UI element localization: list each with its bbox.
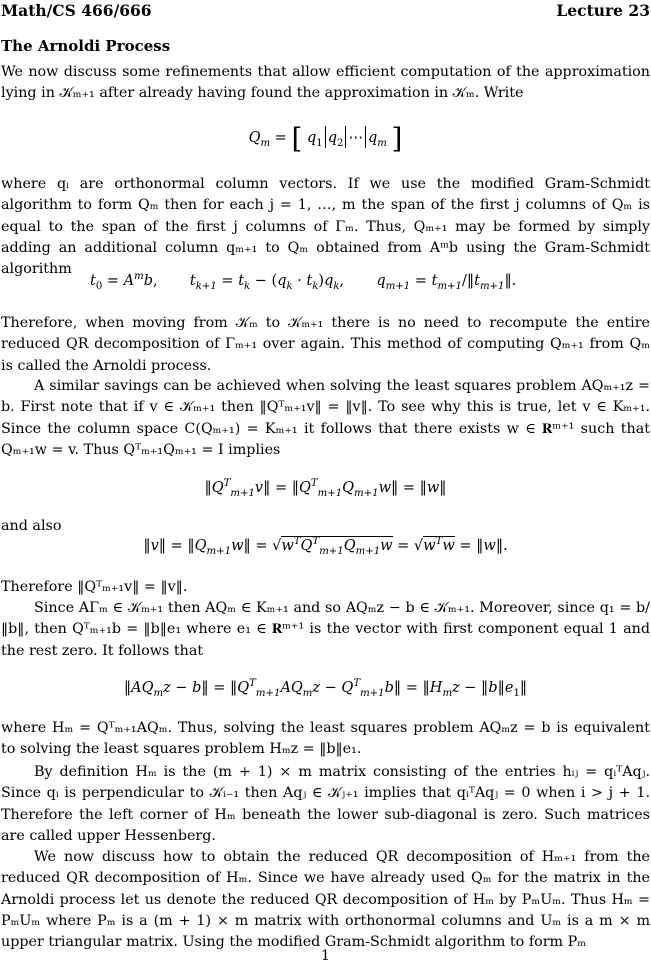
- equation-qm: $Q_m$ = [ $q_1$ $q_2$ ⋯ $q_m$ ]: [248, 122, 403, 155]
- paragraph-7: where Hₘ = Qᵀₘ₊₁AQₘ. Thus, solving the least squares problem AQₘz = b is equivalent to solving the least squares problem Hₘz = ‖b‖e₁.: [1, 720, 650, 758]
- paragraph-9: We now discuss how to obtain the reduced QR decomposition of Hₘ₊₁ from the reduced QR decomposition of Hₘ. Since we have already used Qₘ for the matrix in the Arnoldi process let us denote the reduced QR decomposition of Hₘ by PₘUₘ. Thus Hₘ = PₘUₘ where Pₘ is a (m + 1) × m matrix with orthonormal columns and Uₘ is a m × m upper triangular matrix. Using the modified Gram-Schmidt algorithm to form Pₘ: [1, 849, 650, 951]
- paragraph-5: Therefore ‖Qᵀₘ₊₁v‖ = ‖v‖.: [1, 579, 188, 595]
- header-course: Math/CS 466/666: [1, 1, 152, 20]
- paragraph-4: A similar savings can be achieved when solving the least squares problem AQₘ₊₁z = b. First note that if v ∈ 𝒦ₘ₊₁ then ‖Qᵀₘ₊₁v‖ = ‖v‖. To see why this is true, let v ∈ Kₘ₊₁. Since the column space C(Qₘ₊₁) = Kₘ₊₁ it follows that there exists w ∈ 𝐑ᵐ⁺¹ such that Qₘ₊₁w = v. Thus Qᵀₘ₊₁Qₘ₊₁ = I implies: [1, 378, 650, 458]
- paragraph-2: where qᵢ are orthonormal column vectors. If we use the modified Gram-Schmidt algorithm to form Qₘ then for each j = 1, …, m the span of the first j columns of Qₘ is equal to the span of the first j columns of Γₘ. Thus, Qₘ₊₁ may be formed by simply adding an additional column qₘ₊₁ to Qₘ obtained from Aᵐb using the Gram-Schmidt algorithm: [1, 176, 650, 278]
- page-number: 1: [321, 948, 330, 964]
- paragraph-8: By definition Hₘ is the (m + 1) × m matrix consisting of the entries hᵢⱼ = qᵢᵀAqⱼ. Since qᵢ is perpendicular to 𝒦ᵢ₋₁ then Aqⱼ ∈ 𝒦ⱼ₊₁ implies that qᵢᵀAqⱼ = 0 when i > j + 1. Therefore the left corner of Hₘ beneath the lower sub-diagonal is zero. Such matrices are called upper Hessenberg.: [1, 764, 650, 844]
- section-title: The Arnoldi Process: [1, 37, 171, 55]
- equation-gram-schmidt: $t_0 = A^mb$, $t_{k+1} = t_k - (q_k \cdot t_k)q_k$, $q_{m+1}$ = $t_{m+1}/‖t_{m+1}‖$.: [90, 271, 517, 292]
- paragraph-6: Since AΓₘ ∈ 𝒦ₘ₊₁ then AQₘ ∈ Kₘ₊₁ and so AQₘz − b ∈ 𝒦ₘ₊₁. Moreover, since q₁ = b/‖b‖, then Qᵀₘ₊₁b = ‖b‖e₁ where e₁ ∈ 𝐑ᵐ⁺¹ is the vector with first component equal 1 and the rest zero. It follows that: [1, 600, 650, 659]
- equation-least-squares: $‖AQ_mz$ − b‖ = $‖Q^T_{m+1}AQ_mz$ − $Q^T_{m+1}b‖$ = $‖H_mz$ − $‖b‖e_1‖$: [123, 678, 528, 699]
- paragraph-3: Therefore, when moving from 𝒦ₘ to 𝒦ₘ₊₁ there is no need to recompute the entire reduced QR decomposition of Γₘ₊₁ over again. This method of computing Qₘ₊₁ from Qₘ is called the Arnoldi process.: [1, 315, 650, 374]
- header-lecture: Lecture 23: [556, 1, 650, 20]
- equation-norm-2: ‖v‖ = $‖Q_{m+1}w‖ = √w^TQ^T_{m+1}Q_{m+1}w = √w^Tw$ = ‖w‖.: [143, 536, 508, 557]
- and-also-text: and also: [1, 518, 62, 534]
- equation-norm-1: $‖Q^T_{m+1}v‖$ = $‖Q^T_{m+1}Q_{m+1}w‖$ = ‖w‖: [204, 478, 447, 499]
- paragraph-1: We now discuss some refinements that allow efficient computation of the approximation lying in 𝒦ₘ₊₁ after already having found the approximation in 𝒦ₘ. Write: [1, 64, 650, 102]
